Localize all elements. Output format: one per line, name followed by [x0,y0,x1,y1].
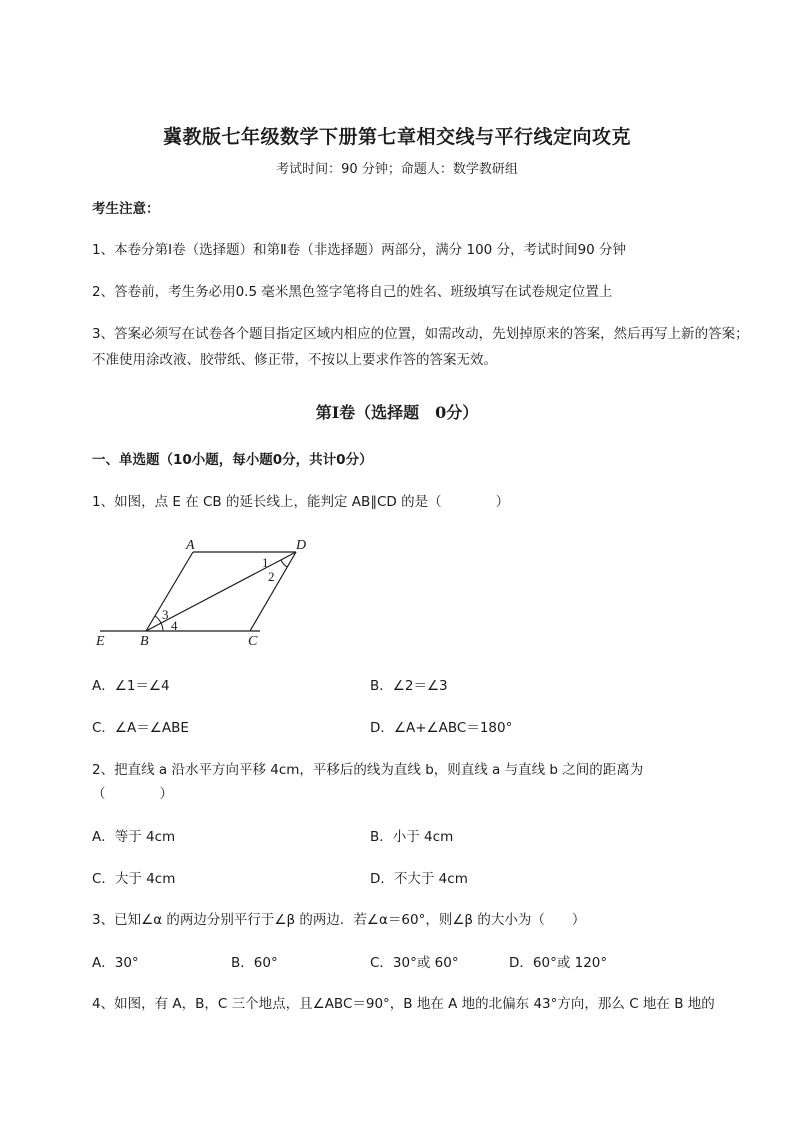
question-1-stem: 1、如图，点 E 在 CB 的延长线上，能判定 AB∥CD 的是（ ） [92,494,510,510]
question-2-option-a: A．等于 4cm [92,829,176,845]
question-1-option-c: C．∠A＝∠ABE [92,720,189,736]
question-2-stem-line1: 2、把直线 a 沿水平方向平移 4cm，平移后的线为直线 b，则直线 a 与直线 b 之间的距离为 [92,762,644,778]
angle-arc-1 [281,560,287,567]
angle-arc-3 [155,616,161,623]
page-title: 冀教版七年级数学下册第七章相交线与平行线定向攻克 [162,126,631,148]
question-2-option-c: C．大于 4cm [92,871,176,887]
question-3-option-d: D．60°或 120° [509,955,608,971]
label-angle-3: 3 [162,607,169,622]
page-subtitle: 考试时间：90 分钟；命题人：数学教研组 [276,162,518,177]
question-3-stem: 3、已知∠α 的两边分别平行于∠β 的两边．若∠α＝60°，则∠β 的大小为（ ） [92,912,586,928]
note-item-1: 1、本卷分第Ⅰ卷（选择题）和第Ⅱ卷（非选择题）两部分，满分 100 分，考试时间90 分钟 [92,242,627,258]
question-1-figure [88,535,308,655]
label-angle-2: 2 [268,569,275,584]
question-4-stem: 4、如图，有 A，B，C 三个地点，且∠ABC＝90°，B 地在 A 地的北偏东 43°方向，那么 C 地在 B 地的 [92,996,715,1012]
question-3-option-c: C．30°或 60° [370,955,459,971]
question-1-option-b: B．∠2＝∠3 [370,678,448,694]
question-2-option-d: D．不大于 4cm [370,871,468,887]
question-1-option-a: A．∠1＝∠4 [92,678,170,694]
question-3-option-b: B．60° [231,955,278,971]
note-item-3: 3、答案必须写在试卷各个题目指定区域内相应的位置，如需改动，先划掉原来的答案，然后再写上新的答案；不准使用涂改液、胶带纸、修正带，不按以上要求作答的答案无效。 [92,326,749,368]
label-A: A [186,538,195,553]
question-3-option-a: A．30° [92,955,139,971]
part-heading: 一、单选题（10小题，每小题0分，共计0分） [92,452,373,468]
note-item-2: 2、答卷前，考生务必用0.5 毫米黑色签字笔将自己的姓名、班级填写在试卷规定位置上 [92,284,613,300]
notes-heading: 考生注意： [92,201,160,217]
label-D: D [296,538,307,553]
label-C: C [248,634,258,649]
label-angle-4: 4 [171,618,178,633]
section-title: 第Ⅰ卷（选择题 0分） [315,403,479,422]
question-2-option-b: B．小于 4cm [370,829,454,845]
label-angle-1: 1 [262,555,269,570]
question-1-option-d: D．∠A+∠ABC＝180° [370,720,513,736]
label-E: E [96,634,105,649]
angle-arc-4 [161,623,163,631]
label-B: B [140,634,149,649]
question-2-stem-line2: （ ） [92,786,173,802]
